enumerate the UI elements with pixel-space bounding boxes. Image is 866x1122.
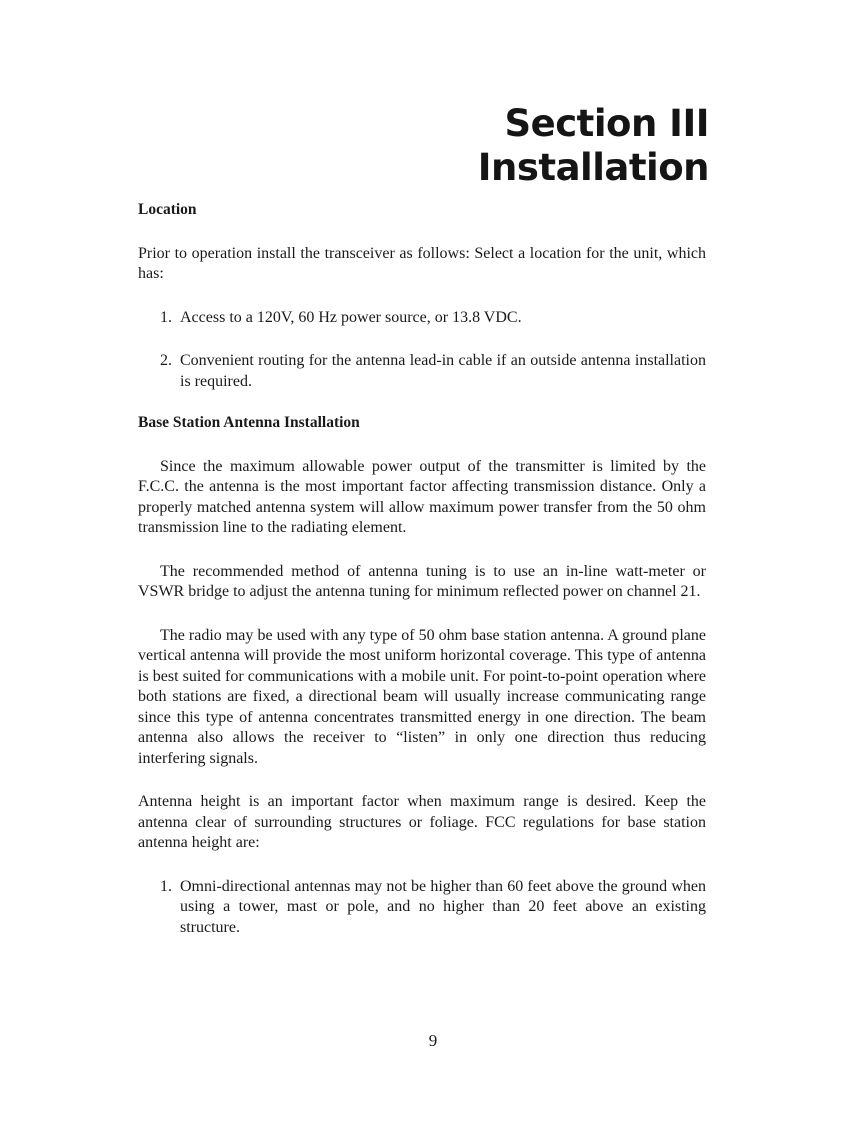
section-name: Installation <box>477 146 709 189</box>
paragraph: Antenna height is an important factor when maximum range is desired. Keep the antenna clear of surrounding structures or foliage. FCC regulations for base station antenna height are: <box>138 793 706 851</box>
list-item <box>138 877 706 939</box>
base-station-heading: Base Station Antenna Installation <box>138 414 360 431</box>
page-body <box>138 200 706 938</box>
section-title <box>478 102 709 190</box>
location-heading: Location <box>138 201 197 218</box>
page-number: 9 <box>428 1031 438 1050</box>
list-text: Access to a 120V, 60 Hz power source, or 13.8 VDC. <box>180 308 522 326</box>
paragraph: Since the maximum allowable power output of the transmitter is limited by the F.C.C. the antenna is the most important factor affecting transmission distance. Only a properly matched antenna system will allow maximum power transfer from the 50 ohm transmission line to the radiating element. <box>138 457 706 536</box>
paragraph: The recommended method of antenna tuning is to use an in-line watt-meter or VSWR bridge to adjust the antenna tuning for minimum reflected power on channel 21. <box>138 562 706 600</box>
list-number: 1. <box>160 877 172 895</box>
list-number: 2. <box>160 352 172 369</box>
list-number: 1. <box>160 308 172 326</box>
list-text: Convenient routing for the antenna lead-in cable if an outside antenna installation is required. <box>180 352 706 390</box>
paragraph: The radio may be used with any type of 50 ohm base station antenna. A ground plane vertical antenna will provide the most uniform horizontal coverage. This type of antenna is best suited for communications with a mobile unit. For point-to-point operation where both stations are fixed, a directional beam will usually increase communicating range since this type of antenna concentrates transmitted energy in one direction. The beam antenna also allows the receiver to “listen” in only one direction thus reducing interfering signals. <box>138 626 706 767</box>
section-number: Section III <box>504 102 709 145</box>
list-text: Omni-directional antennas may not be higher than 60 feet above the ground when using a tower, mast or pole, and no higher than 20 feet above an existing structure. <box>180 877 706 936</box>
list-item <box>138 308 706 329</box>
list-item <box>138 351 706 392</box>
location-intro: Prior to operation install the transceiver as follows: Select a location for the unit, which has: <box>138 244 706 282</box>
